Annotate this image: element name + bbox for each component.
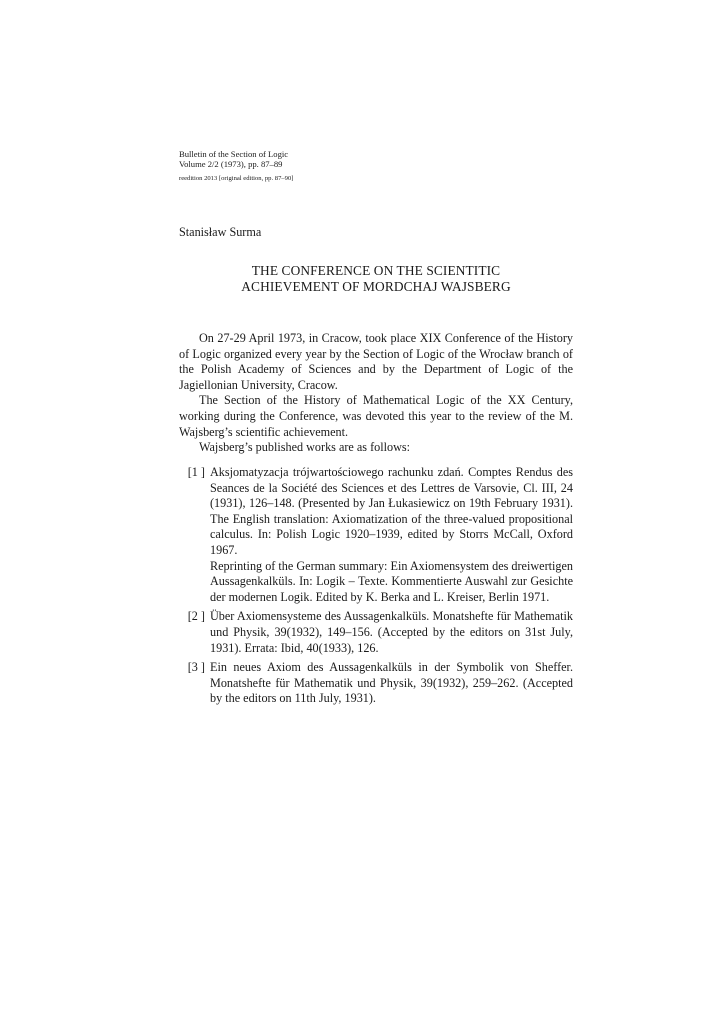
journal-name: Bulletin of the Section of Logic [179, 149, 289, 159]
reference-text: Ein neues Axiom des Aussagenkalküls in der Symbolik von Sheffer. Monatshefte für Mathematik und Physik, 39(1932), 259–262. (Accepted by the editors on 11th July, 1931). [210, 660, 573, 706]
reedition-note: reedition 2013 [original edition, pp. 87–90] [179, 175, 294, 182]
paragraph: Wajsberg’s published works are as follows: [199, 440, 411, 455]
reference-text: Über Axiomensysteme des Aussagenkalküls. Monatshefte für Mathematik und Physik, 39(1932), 149–156. (Accepted by the editors on 31st July, 1931). Errata: Ibid, 40(1933), 126. [210, 609, 573, 655]
reference-text-continued: Reprinting of the German summary: Ein Axiomensystem des dreiwertigen Aussagenkalküls. In: Logik – Texte. Kommentierte Auswahl zur Gesichte der modernen Logik. Edited by K. Berka and L. Kreiser, Berlin 1971. [210, 558, 573, 604]
reference-text: Aksjomatyzacja trójwartościowego rachunku zdań. Comptes Rendus des Seances de la Société des Sciences et des Lettres de Varsovie, Cl. III, 24 (1931), 126–148. (Presented by Jan Łukasiewicz on 19th February 1931). The English translation: Axiomatization of the three-valued propositional calculus. In: Polish Logic 1920–1939, edited by Storrs McCall, Oxford 1967. [210, 465, 573, 557]
title-line-2: ACHIEVEMENT OF MORDCHAJ WAJSBERG [241, 279, 511, 294]
paper-title [179, 263, 573, 295]
paragraph: On 27-29 April 1973, in Cracow, took place XIX Conference of the History of Logic organized every year by the Section of Logic of the Wrocław branch of the Polish Academy of Sciences and by the Department of Logic of the Jagiellonian University, Cracow. [179, 331, 573, 392]
body-text [179, 331, 573, 456]
journal-volume: Volume 2/2 (1973), pp. 87–89 [179, 159, 283, 169]
reference-number: [1 ] [187, 465, 205, 479]
reference-item [179, 465, 573, 605]
journal-header [179, 149, 539, 184]
reference-number: [2 ] [187, 609, 205, 624]
reference-item [179, 609, 573, 656]
reference-number: [3 ] [187, 660, 205, 675]
reference-item [179, 660, 573, 707]
title-line-1: THE CONFERENCE ON THE SCIENTITIC [251, 263, 501, 278]
author-name: Stanisław Surma [179, 225, 262, 239]
paragraph: The Section of the History of Mathematical Logic of the XX Century, working during the Conference, was devoted this year to the review of the M. Wajsberg’s scientific achievement. [179, 393, 573, 439]
reference-list [179, 465, 573, 711]
